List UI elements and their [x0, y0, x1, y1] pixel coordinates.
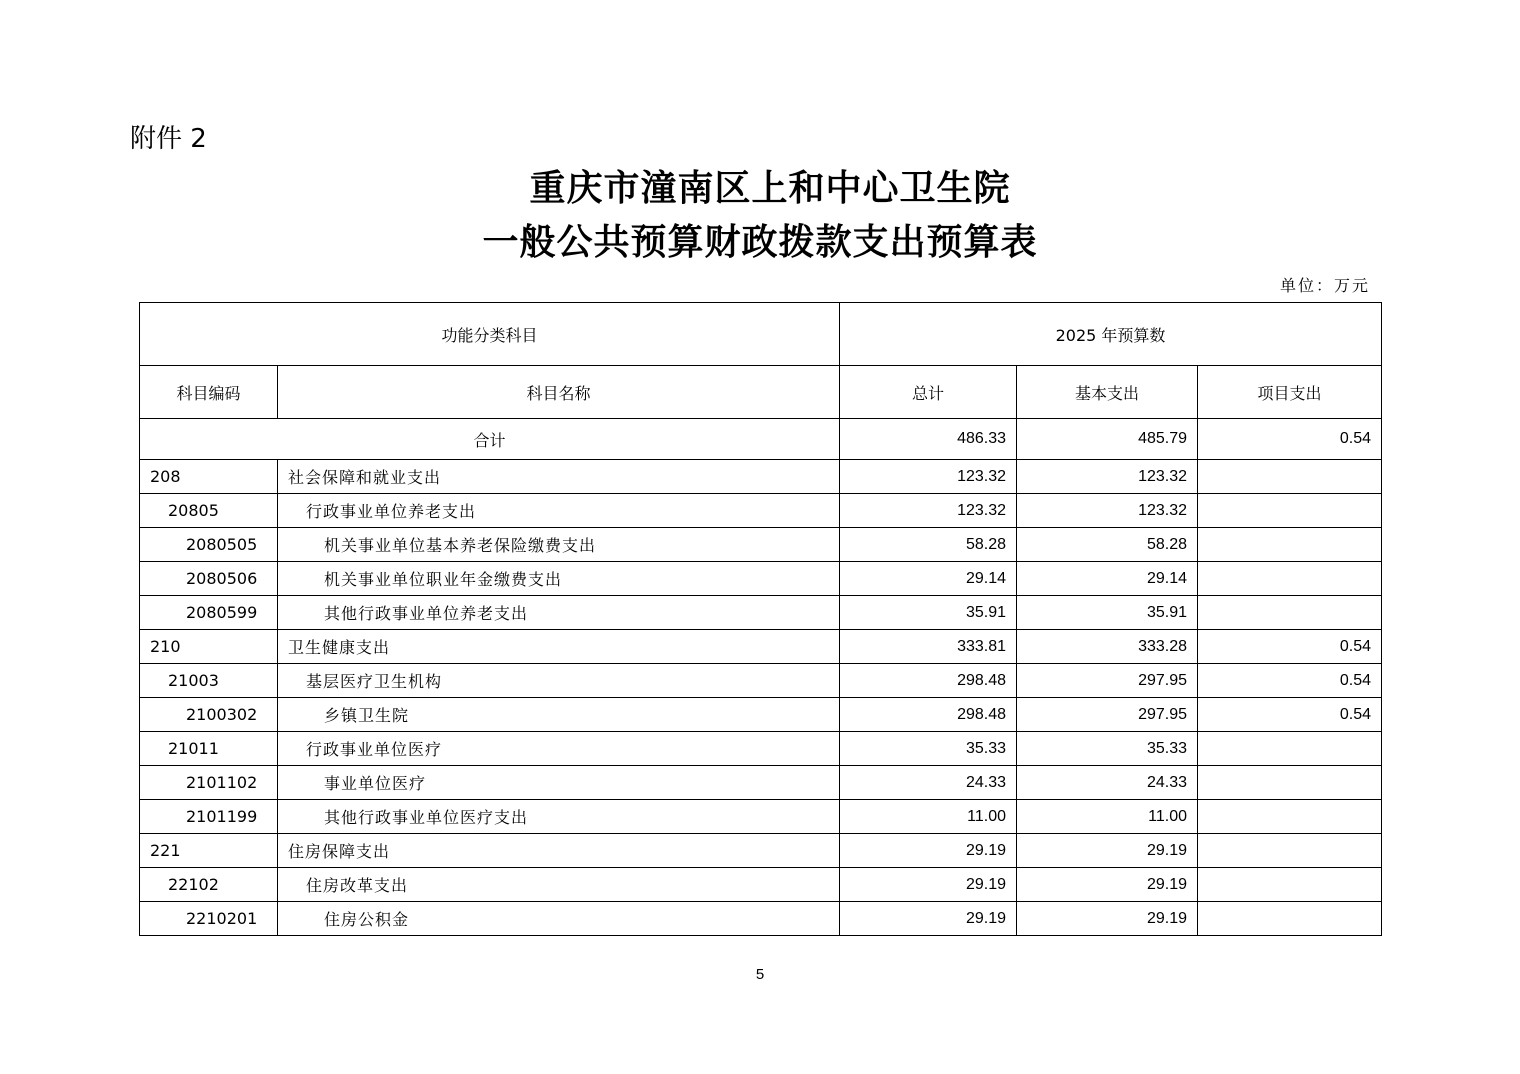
table-row — [140, 834, 1382, 868]
table-row — [140, 766, 1382, 800]
row-code: 20805 — [140, 494, 278, 528]
total-label: 合计 — [140, 419, 840, 460]
row-project — [1198, 732, 1382, 766]
document-title-line2: 一般公共预算财政拨款支出预算表 — [482, 221, 1038, 263]
row-code: 2210201 — [140, 902, 278, 936]
row-name: 住房公积金 — [278, 902, 840, 936]
total-row — [140, 419, 1382, 460]
column-header-basic: 基本支出 — [1017, 366, 1198, 419]
page-number: 5 — [755, 966, 765, 983]
row-total: 298.48 — [840, 698, 1017, 732]
row-code: 221 — [140, 834, 278, 868]
row-code: 208 — [140, 460, 278, 494]
row-basic: 29.19 — [1017, 834, 1198, 868]
row-basic: 35.33 — [1017, 732, 1198, 766]
row-total: 29.19 — [840, 868, 1017, 902]
row-project — [1198, 494, 1382, 528]
row-basic: 29.14 — [1017, 562, 1198, 596]
column-header-project: 项目支出 — [1198, 366, 1382, 419]
table-row — [140, 460, 1382, 494]
group-header-budget-year: 2025 年预算数 — [840, 303, 1382, 366]
column-header-total: 总计 — [840, 366, 1017, 419]
row-total: 35.91 — [840, 596, 1017, 630]
row-project — [1198, 800, 1382, 834]
row-basic: 29.19 — [1017, 902, 1198, 936]
row-name: 行政事业单位医疗 — [278, 732, 840, 766]
table-row — [140, 494, 1382, 528]
table-row — [140, 800, 1382, 834]
row-code: 21003 — [140, 664, 278, 698]
table-row — [140, 630, 1382, 664]
row-project — [1198, 528, 1382, 562]
row-basic: 11.00 — [1017, 800, 1198, 834]
row-code: 2080506 — [140, 562, 278, 596]
row-code: 21011 — [140, 732, 278, 766]
row-code: 2080599 — [140, 596, 278, 630]
row-code: 2100302 — [140, 698, 278, 732]
row-basic: 123.32 — [1017, 494, 1198, 528]
row-total: 123.32 — [840, 494, 1017, 528]
row-code: 210 — [140, 630, 278, 664]
column-header-code: 科目编码 — [140, 366, 278, 419]
table-row — [140, 664, 1382, 698]
row-code: 2080505 — [140, 528, 278, 562]
row-name: 行政事业单位养老支出 — [278, 494, 840, 528]
row-total: 333.81 — [840, 630, 1017, 664]
row-name: 住房改革支出 — [278, 868, 840, 902]
row-total: 29.19 — [840, 902, 1017, 936]
row-basic: 29.19 — [1017, 868, 1198, 902]
group-header-function: 功能分类科目 — [140, 303, 840, 366]
row-name: 乡镇卫生院 — [278, 698, 840, 732]
row-project: 0.54 — [1198, 630, 1382, 664]
row-total: 35.33 — [840, 732, 1017, 766]
row-name: 其他行政事业单位医疗支出 — [278, 800, 840, 834]
row-project — [1198, 562, 1382, 596]
row-name: 住房保障支出 — [278, 834, 840, 868]
row-code: 2101199 — [140, 800, 278, 834]
total-project-value: 0.54 — [1198, 419, 1382, 460]
row-project — [1198, 868, 1382, 902]
table-row — [140, 596, 1382, 630]
table-body — [140, 419, 1382, 936]
budget-table — [139, 302, 1382, 936]
unit-label: 单位：万元 — [1279, 276, 1370, 295]
table-row — [140, 902, 1382, 936]
row-name: 基层医疗卫生机构 — [278, 664, 840, 698]
row-total: 29.14 — [840, 562, 1017, 596]
row-total: 298.48 — [840, 664, 1017, 698]
total-value: 486.33 — [840, 419, 1017, 460]
row-basic: 297.95 — [1017, 698, 1198, 732]
row-project — [1198, 596, 1382, 630]
row-total: 58.28 — [840, 528, 1017, 562]
table-row — [140, 562, 1382, 596]
row-basic: 35.91 — [1017, 596, 1198, 630]
row-total: 123.32 — [840, 460, 1017, 494]
row-name: 机关事业单位职业年金缴费支出 — [278, 562, 840, 596]
row-name: 事业单位医疗 — [278, 766, 840, 800]
row-project — [1198, 460, 1382, 494]
row-name: 机关事业单位基本养老保险缴费支出 — [278, 528, 840, 562]
row-total: 11.00 — [840, 800, 1017, 834]
column-header-name: 科目名称 — [278, 366, 840, 419]
row-basic: 123.32 — [1017, 460, 1198, 494]
table-row — [140, 868, 1382, 902]
row-project: 0.54 — [1198, 698, 1382, 732]
row-basic: 297.95 — [1017, 664, 1198, 698]
row-basic: 333.28 — [1017, 630, 1198, 664]
row-name: 其他行政事业单位养老支出 — [278, 596, 840, 630]
table-row — [140, 698, 1382, 732]
row-code: 22102 — [140, 868, 278, 902]
document-title-line1: 重庆市潼南区上和中心卫生院 — [529, 167, 1011, 209]
row-project: 0.54 — [1198, 664, 1382, 698]
row-name: 社会保障和就业支出 — [278, 460, 840, 494]
row-name: 卫生健康支出 — [278, 630, 840, 664]
row-project — [1198, 834, 1382, 868]
row-basic: 24.33 — [1017, 766, 1198, 800]
table-row — [140, 528, 1382, 562]
row-total: 29.19 — [840, 834, 1017, 868]
row-total: 24.33 — [840, 766, 1017, 800]
row-project — [1198, 766, 1382, 800]
table-row — [140, 732, 1382, 766]
row-project — [1198, 902, 1382, 936]
attachment-label: 附件 2 — [130, 124, 207, 154]
total-basic-value: 485.79 — [1017, 419, 1198, 460]
row-basic: 58.28 — [1017, 528, 1198, 562]
row-code: 2101102 — [140, 766, 278, 800]
